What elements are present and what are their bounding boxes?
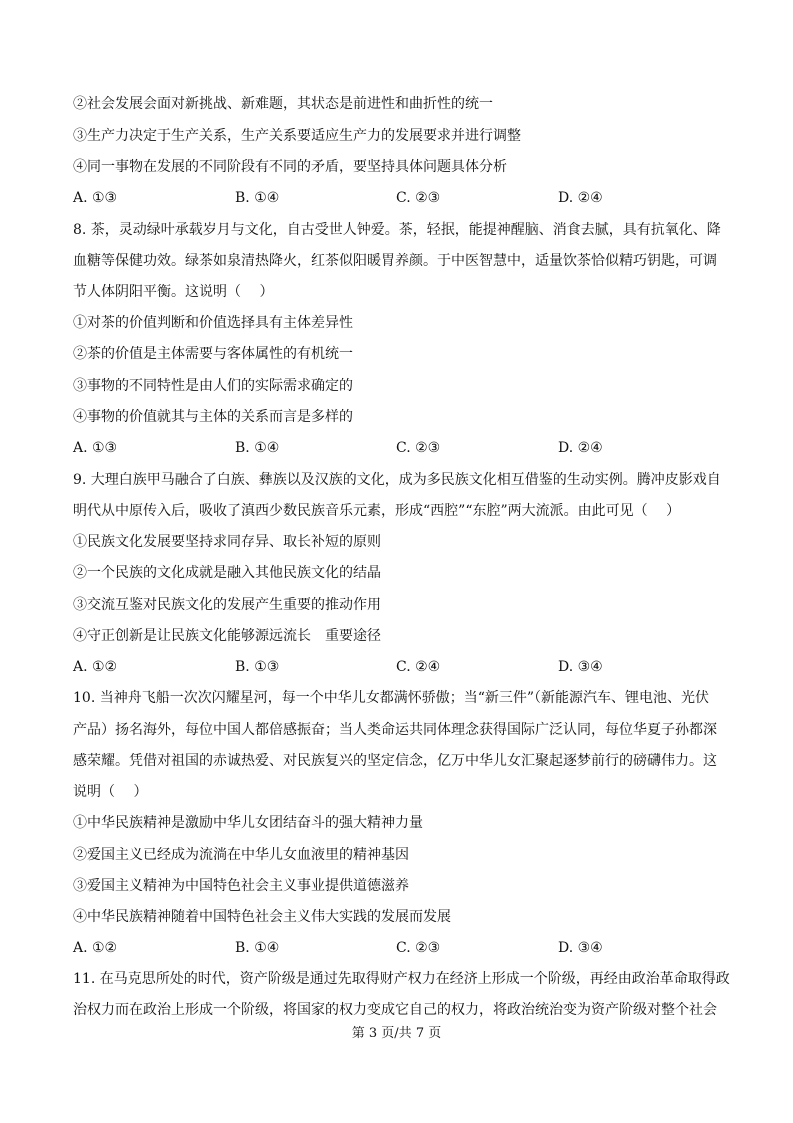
q9-options [73, 657, 733, 677]
q9-item-3: ③交流互鉴对民族文化的发展产生重要的推动作用 [73, 597, 381, 613]
q9-stem-line-1: 9. 大理白族甲马融合了白族、彝族以及汉族的文化，成为多民族文化相互借鉴的生动实例。腾冲皮影戏自 [73, 472, 721, 488]
q10-item-3: ③爱国主义精神为中国特色社会主义事业提供道德滋养 [73, 878, 409, 894]
page-number: 第 3 页/共 7 页 [351, 1026, 442, 1041]
q7-item-4: ④同一事物在发展的不同阶段有不同的矛盾，要坚持具体问题具体分析 [73, 159, 507, 175]
q9-option-a: A. ①② [73, 659, 118, 675]
q8-option-c: C. ②③ [396, 440, 441, 456]
q8-stem-line-1: 8. 茶，灵动绿叶承载岁月与文化，自古受世人钟爱。茶，轻抿，能提神醒脑、消食去腻，具有抗氧化、降 [73, 222, 721, 238]
q10-option-d: D. ③④ [558, 940, 603, 956]
q7-option-c: C. ②③ [396, 190, 441, 206]
q9-stem-line-2: 明代从中原传入后，吸收了滇西少数民族音乐元素，形成“西腔”“东腔”两大流派。由此可见（ ） [73, 503, 681, 519]
q8-stem-line-3: 节人体阴阳平衡。这说明（ ） [73, 284, 274, 300]
q7-item-3: ③生产力决定于生产关系，生产关系要适应生产力的发展要求并进行调整 [73, 128, 521, 144]
q11-stem-line-1: 11. 在马克思所处的时代，资产阶级是通过先取得财产权力在经济上形成一个阶级，再经由政治革命取得政 [73, 971, 730, 987]
q10-stem-line-4: 说明（ ） [73, 784, 148, 800]
q10-stem-line-2: 产品）扬名海外，每位中国人都倍感振奋；当人类命运共同体理念获得国际广泛认同，每位华夏子孙都深 [73, 722, 717, 738]
q7-option-a: A. ①③ [73, 190, 118, 206]
q7-option-d: D. ②④ [558, 190, 603, 206]
q9-item-1: ①民族文化发展要坚持求同存异、取长补短的原则 [73, 534, 381, 550]
q10-option-c: C. ②③ [396, 940, 441, 956]
q10-item-4: ④中华民族精神随着中国特色社会主义伟大实践的发展而发展 [73, 909, 451, 925]
q9-option-d: D. ③④ [558, 659, 603, 675]
q9-item-2: ②一个民族的文化成就是融入其他民族文化的结晶 [73, 565, 381, 581]
q10-item-1: ①中华民族精神是激励中华儿女团结奋斗的强大精神力量 [73, 815, 423, 831]
q8-option-b: B. ①④ [235, 440, 280, 456]
q9-option-b: B. ①③ [235, 659, 280, 675]
q10-options [73, 938, 733, 958]
q8-stem-line-2: 血糖等保健功效。绿茶如泉清热降火，红茶似阳暖胃养颜。于中医智慧中，适量饮茶恰似精巧钥匙，可调 [73, 253, 717, 269]
q8-item-3: ③事物的不同特性是由人们的实际需求确定的 [73, 378, 353, 394]
q8-options [73, 438, 733, 458]
q7-item-2: ②社会发展会面对新挑战、新难题，其状态是前进性和曲折性的统一 [73, 96, 493, 112]
q10-stem-line-3: 感荣耀。凭借对祖国的赤诚热爱、对民族复兴的坚定信念，亿万中华儿女汇聚起逐梦前行的磅礴伟力。这 [73, 753, 717, 769]
q10-item-2: ②爱国主义已经成为流淌在中华儿女血液里的精神基因 [73, 847, 409, 863]
q8-option-a: A. ①③ [73, 440, 118, 456]
q10-option-b: B. ①④ [235, 940, 280, 956]
q11-stem-line-2: 治权力而在政治上形成一个阶级，将国家的权力变成它自己的权力，将政治统治变为资产阶级对整个社会 [73, 1002, 717, 1018]
q7-option-b: B. ①④ [235, 190, 280, 206]
q8-item-4: ④事物的价值就其与主体的关系而言是多样的 [73, 409, 353, 425]
q9-item-4: ④守正创新是让民族文化能够源远流长 重要途径 [73, 628, 381, 644]
q7-options [73, 188, 733, 208]
q9-option-c: C. ②④ [396, 659, 441, 675]
q8-item-2: ②茶的价值是主体需要与客体属性的有机统一 [73, 346, 353, 362]
q8-item-1: ①对茶的价值判断和价值选择具有主体差异性 [73, 315, 353, 331]
q10-stem-line-1: 10. 当神舟飞船一次次闪耀星河，每一个中华儿女都满怀骄傲；当“新三件”（新能源汽车、锂电池、光伏 [73, 690, 710, 706]
q8-option-d: D. ②④ [558, 440, 603, 456]
q10-option-a: A. ①② [73, 940, 118, 956]
